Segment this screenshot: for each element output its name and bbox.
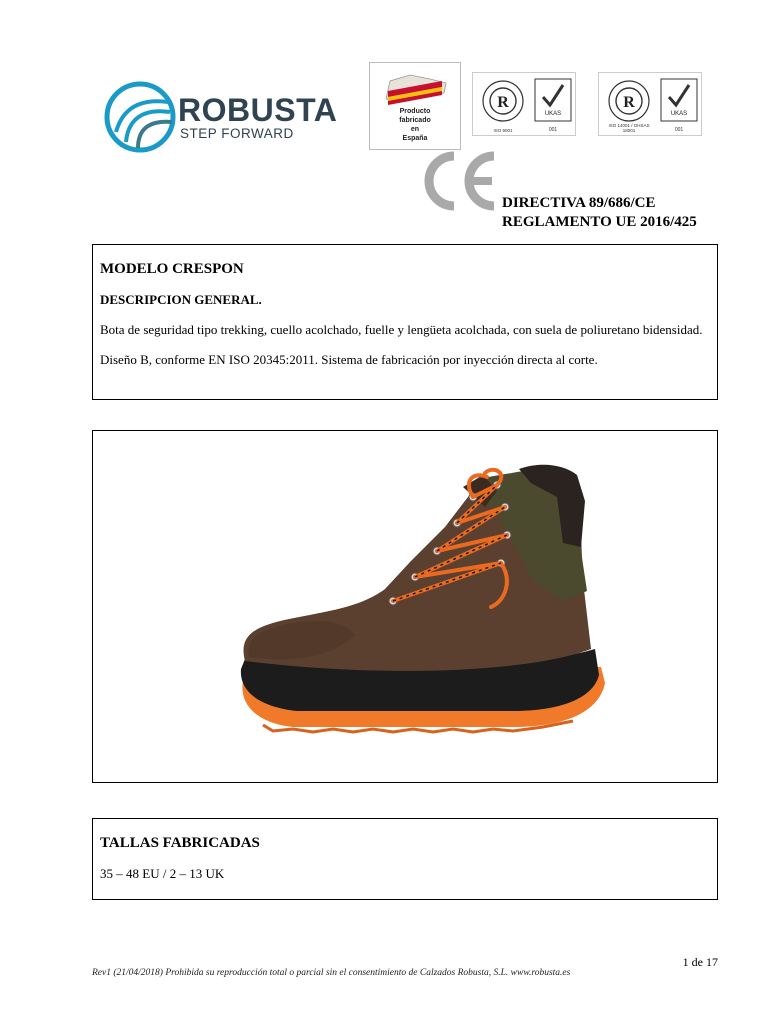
spain-badge-line: Producto — [399, 108, 431, 115]
brand-name: ROBUSTA — [178, 92, 338, 128]
directive-line: DIRECTIVA 89/686/CE — [502, 195, 656, 211]
cert-number: 001 — [548, 127, 558, 133]
description-box — [92, 244, 718, 400]
page-number: 1 de 17 — [682, 955, 718, 969]
ce-mark-icon — [418, 148, 498, 214]
iso-14001-certificate — [598, 72, 702, 136]
description-heading: DESCRIPCION GENERAL. — [100, 292, 262, 307]
sizes-value: 35 – 48 EU / 2 – 13 UK — [100, 866, 225, 881]
made-in-spain-badge — [369, 62, 461, 150]
ukas-label: UKAS — [670, 111, 688, 117]
sizes-box — [92, 818, 718, 900]
svg-text:R: R — [497, 94, 509, 111]
product-image-box — [92, 430, 718, 783]
footer-note: Rev1 (21/04/2018) Prohibida su reproducción total o parcial sin el consentimiento de Calzados Robusta, S.L. www.robusta.es — [92, 968, 571, 978]
model-title: MODELO CRESPON — [100, 261, 244, 277]
design-paragraph: Diseño B, conforme EN ISO 20345:2011. Sistema de fabricación por inyección directa al corte. — [100, 352, 598, 367]
iso-9001-certificate — [472, 72, 576, 136]
description-paragraph: Bota de seguridad tipo trekking, cuello acolchado, fuelle y lengüeta acolchada, con suela de poliuretano bidensidad. — [100, 322, 703, 337]
svg-text:R: R — [623, 94, 635, 111]
spain-badge-line: en — [410, 126, 420, 133]
safety-boot-image — [93, 431, 717, 782]
ukas-label: UKAS — [544, 111, 562, 117]
cert-number: 001 — [674, 127, 684, 133]
regulation-line: REGLAMENTO UE 2016/425 — [502, 214, 697, 230]
spain-badge-line: fabricado — [399, 117, 431, 124]
brand-tagline: STEP FORWARD — [180, 126, 294, 141]
cert-caption: ISO 14001 / OHSAS 18001 — [608, 123, 650, 133]
sizes-title: TALLAS FABRICADAS — [100, 835, 260, 851]
spain-flag-shoe-icon — [380, 69, 452, 107]
cert-caption: ISO 9001 — [493, 128, 513, 133]
spain-badge-line: España — [402, 135, 428, 142]
robusta-logo — [104, 80, 354, 154]
robusta-emblem-icon — [104, 80, 176, 154]
directive-block — [502, 194, 697, 232]
